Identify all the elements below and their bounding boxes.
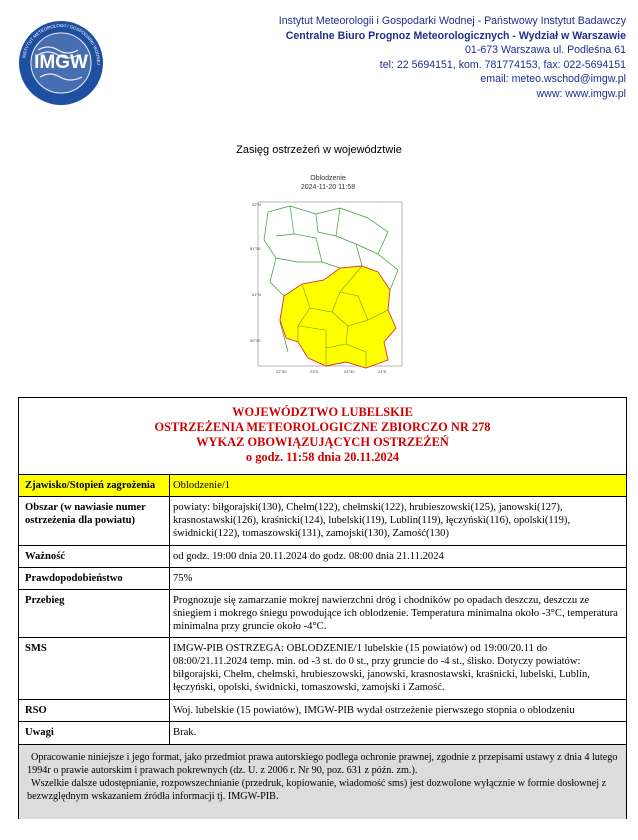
map-datetime: 2024-11-20 11:58: [300, 184, 356, 191]
lon-tick: 24°E: [378, 369, 387, 374]
warning-rows: [19, 474, 626, 745]
lon-tick: 22°30: [276, 369, 287, 374]
row-label: Zjawisko/Stopień zagrożenia: [25, 480, 156, 491]
table-row: [19, 545, 626, 567]
header-department: Centralne Biuro Prognoz Meteorologicznych - Wydział w Warszawie: [285, 29, 626, 42]
map-title-text: Oblodzenie: [310, 175, 346, 182]
header-address: 01-673 Warszawa ul. Podleśna 61: [465, 44, 626, 57]
table-row: [19, 567, 626, 589]
header-www[interactable]: www: www.imgw.pl: [536, 87, 626, 100]
copyright-paragraph: Opracowanie niniejsze i jego format, jako przedmiot prawa autorskiego podlega ochronie prawnej, zgodnie z przepisami ustawy z dnia 4 lutego 1994r o prawie autorskim i prawach pokrewnych (dz. U. z 2006 r. Nr 90, poz. 631 z późn. zm.).: [27, 752, 618, 776]
row-value: od godz. 19:00 dnia 20.11.2024 do godz. 08:00 dnia 21.11.2024: [173, 551, 444, 562]
row-label: Prawdopodobieństwo: [25, 573, 123, 584]
title-bulletin-number: OSTRZEŻENIA METEOROLOGICZNE ZBIORCZO NR 278: [154, 420, 491, 434]
row-label: Ważność: [25, 551, 66, 562]
row-value: Brak.: [173, 727, 197, 738]
lat-tick: 51°N: [252, 292, 261, 297]
lat-tick: 50°30: [250, 338, 261, 343]
lon-tick: 23°30: [344, 369, 355, 374]
map-title: [228, 174, 428, 192]
copyright-footer: [19, 745, 626, 819]
institute-header: [186, 14, 626, 102]
warning-map: [228, 168, 428, 392]
lat-tick: 52°N: [252, 202, 261, 207]
header-email[interactable]: email: meteo.wschod@imgw.pl: [480, 73, 626, 86]
title-time: o godz. 11:58 dnia 20.11.2024: [245, 450, 400, 464]
redistribution-paragraph: Wszelkie dalsze udostępnianie, rozpowszechnianie (przedruk, kopiowanie, wiadomość sms) jest dozwolone wyłącznie w formie dosłownej z bezwzględnym wskazaniem źródła informacji tj. IMGW-PIB.: [27, 778, 607, 802]
table-row: [19, 589, 626, 637]
row-label: Uwagi: [25, 727, 54, 738]
row-label: RSO: [25, 705, 47, 716]
map-canvas: [228, 192, 428, 392]
header-institute-name: Instytut Meteorologii i Gospodarki Wodnej - Państwowy Instytut Badawczy: [278, 15, 626, 27]
lat-tick: 51°30: [250, 246, 261, 251]
row-value: Woj. lubelskie (15 powiatów), IMGW-PIB wydał ostrzeżenie pierwszego stopnia o oblodzeniu: [173, 705, 575, 716]
row-label: SMS: [25, 643, 47, 654]
table-row: [19, 721, 626, 745]
logo-text: IMGW: [34, 52, 88, 73]
lon-tick: 23°E: [310, 369, 319, 374]
title-list: WYKAZ OBOWIĄZUJĄCYCH OSTRZEŻEŃ: [196, 435, 449, 449]
warning-title: [19, 398, 626, 474]
header-phone: tel: 22 5694151, kom. 781774153, fax: 022-5694151: [379, 58, 626, 71]
table-row: [19, 699, 626, 721]
row-value: Oblodzenie/1: [173, 480, 231, 491]
row-value: powiaty: biłgorajski(130), Chełm(122), chełmski(122), hrubieszowski(125), janowski(127), krasnostawski(126), kraśnicki(124), lubelski(119), Lublin(119), łęczyński(116), opolski(119), świdnicki(122), tomaszowski(131), zamojski(130), Zamość(130): [173, 502, 571, 539]
imgw-logo: [18, 20, 104, 106]
table-row: [19, 637, 626, 699]
svg-text:INSTYTUT METEOROLOGII I GOSPOD: INSTYTUT METEOROLOGII I GOSPODARKI WODNEJ: [21, 22, 102, 65]
table-row: [19, 474, 626, 496]
title-voivodeship: WOJEWÓDZTWO LUBELSKIE: [232, 405, 413, 419]
row-value: IMGW-PIB OSTRZEGA: OBLODZENIE/1 lubelskie (15 powiatów) od 19:00/20.11 do 08:00/21.11.2024 temp. min. od -3 st. do 0 st., przy gruncie do -4 st., ślisko. Dotyczy powiatów: biłgorajski, Chełm, chełmski, hrubieszowski, janowski, krasnostawski, kraśnicki, lubelski, Lublin, łęczyński, opolski, świdnicki, tomaszowski, zamojski i Zamość.: [173, 643, 590, 693]
warning-table: [18, 397, 627, 819]
row-label: Obszar (w nawiasie numer ostrzeżenia dla powiatu): [25, 502, 146, 526]
table-row: [19, 496, 626, 545]
row-label: Przebieg: [25, 595, 65, 606]
map-caption: Zasięg ostrzeżeń w województwie: [236, 144, 402, 156]
row-value: Prognozuje się zamarzanie mokrej nawierzchni dróg i chodników po opadach deszczu, deszczu ze śniegiem i mokrego śniegu powodujące ich oblodzenie. Temperatura minimalna około -3°C, temperatura minimalna przy gruncie około -4°C.: [173, 595, 618, 632]
row-value: 75%: [173, 573, 193, 584]
